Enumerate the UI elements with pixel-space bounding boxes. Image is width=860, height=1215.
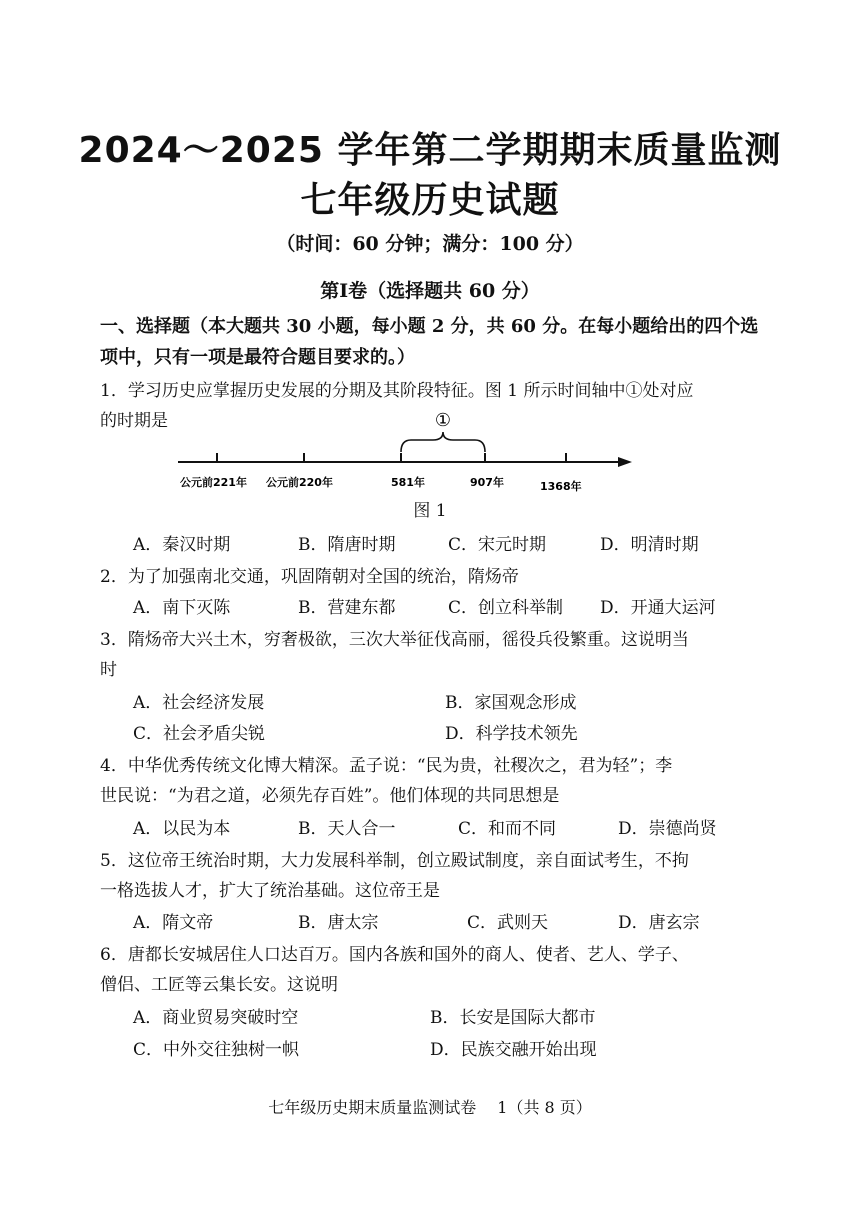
q5-stem-line2: 一格选拔人才，扩大了统治基础。这位帝王是 [100,881,440,901]
timeline-arrow [618,457,632,467]
q1-option-d[interactable]: D．明清时期 [600,535,699,555]
q4-option-d[interactable]: D．崇德尚贤 [618,819,717,839]
timeline-label-3: 581年 [391,476,425,489]
timeline-label-4: 907年 [470,476,504,489]
q6-option-a[interactable]: A．商业贸易突破时空 [133,1008,299,1028]
q3-option-a[interactable]: A．社会经济发展 [133,693,265,713]
q6-stem-line1: 6．唐都长安城居住人口达百万。国内各族和国外的商人、使者、艺人、学子、 [100,945,689,965]
q2-option-d[interactable]: D．开通大运河 [600,598,716,618]
exam-title-line2: 七年级历史试题 [300,180,560,221]
timeline-label-1: 公元前221年 [180,476,247,489]
q4-option-b[interactable]: B．天人合一 [298,819,396,839]
q6-option-b[interactable]: B．长安是国际大都市 [430,1008,596,1028]
section-title: 第Ⅰ卷（选择题共 60 分） [320,280,540,302]
q6-stem-line2: 僧侣、工匠等云集长安。这说明 [100,975,338,995]
q2-option-a[interactable]: A．南下灭陈 [133,598,231,618]
q1-option-a[interactable]: A．秦汉时期 [133,535,231,555]
q5-option-a[interactable]: A．隋文帝 [133,913,214,933]
q1-stem-line1: 1．学习历史应掌握历史发展的分期及其阶段特征。图 1 所示时间轴中①处对应 [100,381,694,401]
q5-stem-line1: 5．这位帝王统治时期，大力发展科举制，创立殿试制度，亲自面试考生，不拘 [100,851,689,871]
q3-option-d[interactable]: D．科学技术领先 [445,724,578,744]
timeline-figure [170,408,640,498]
figure-caption: 图 1 [413,501,447,521]
q3-option-c[interactable]: C．社会矛盾尖锐 [133,724,266,744]
q4-stem-line1: 4．中华优秀传统文化博大精深。孟子说：“民为贵，社稷次之，君为轻”；李 [100,756,673,776]
timeline-label-5: 1368年 [540,480,582,493]
page-footer: 七年级历史期末质量监测试卷 1（共 8 页） [268,1098,592,1117]
q3-stem-line2: 时 [100,660,117,680]
section-instruction-line1: 一、选择题（本大题共 30 小题，每小题 2 分，共 60 分。在每小题给出的四个选 [100,316,759,337]
q4-option-a[interactable]: A．以民为本 [133,819,231,839]
q2-stem-line1: 2．为了加强南北交通，巩固隋朝对全国的统治，隋炀帝 [100,567,519,587]
exam-title-line1: 2024～2025 学年第二学期期末质量监测 [78,130,782,171]
q4-option-c[interactable]: C．和而不同 [458,819,557,839]
q3-stem-line1: 3．隋炀帝大兴土木，穷奢极欲，三次大举征伐高丽，徭役兵役繁重。这说明当 [100,630,689,650]
q6-option-c[interactable]: C．中外交往独树一帜 [133,1040,300,1060]
q6-option-d[interactable]: D．民族交融开始出现 [430,1040,597,1060]
period-bracket [401,432,485,452]
q1-option-b[interactable]: B．隋唐时期 [298,535,396,555]
q5-option-d[interactable]: D．唐玄宗 [618,913,700,933]
q2-option-b[interactable]: B．营建东都 [298,598,396,618]
q3-option-b[interactable]: B．家国观念形成 [445,693,577,713]
q2-option-c[interactable]: C．创立科举制 [448,598,564,618]
q5-option-c[interactable]: C．武则天 [467,913,549,933]
exam-subtitle: （时间：60 分钟；满分：100 分） [276,233,584,255]
timeline-label-2: 公元前220年 [266,476,333,489]
bracket-label: ① [434,410,452,431]
q4-stem-line2: 世民说：“为君之道，必须先存百姓”。他们体现的共同思想是 [100,786,560,806]
q1-stem-line2: 的时期是 [100,411,168,431]
section-instruction-line2: 项中，只有一项是最符合题目要求的。） [100,347,415,368]
q1-option-c[interactable]: C．宋元时期 [448,535,547,555]
q5-option-b[interactable]: B．唐太宗 [298,913,379,933]
